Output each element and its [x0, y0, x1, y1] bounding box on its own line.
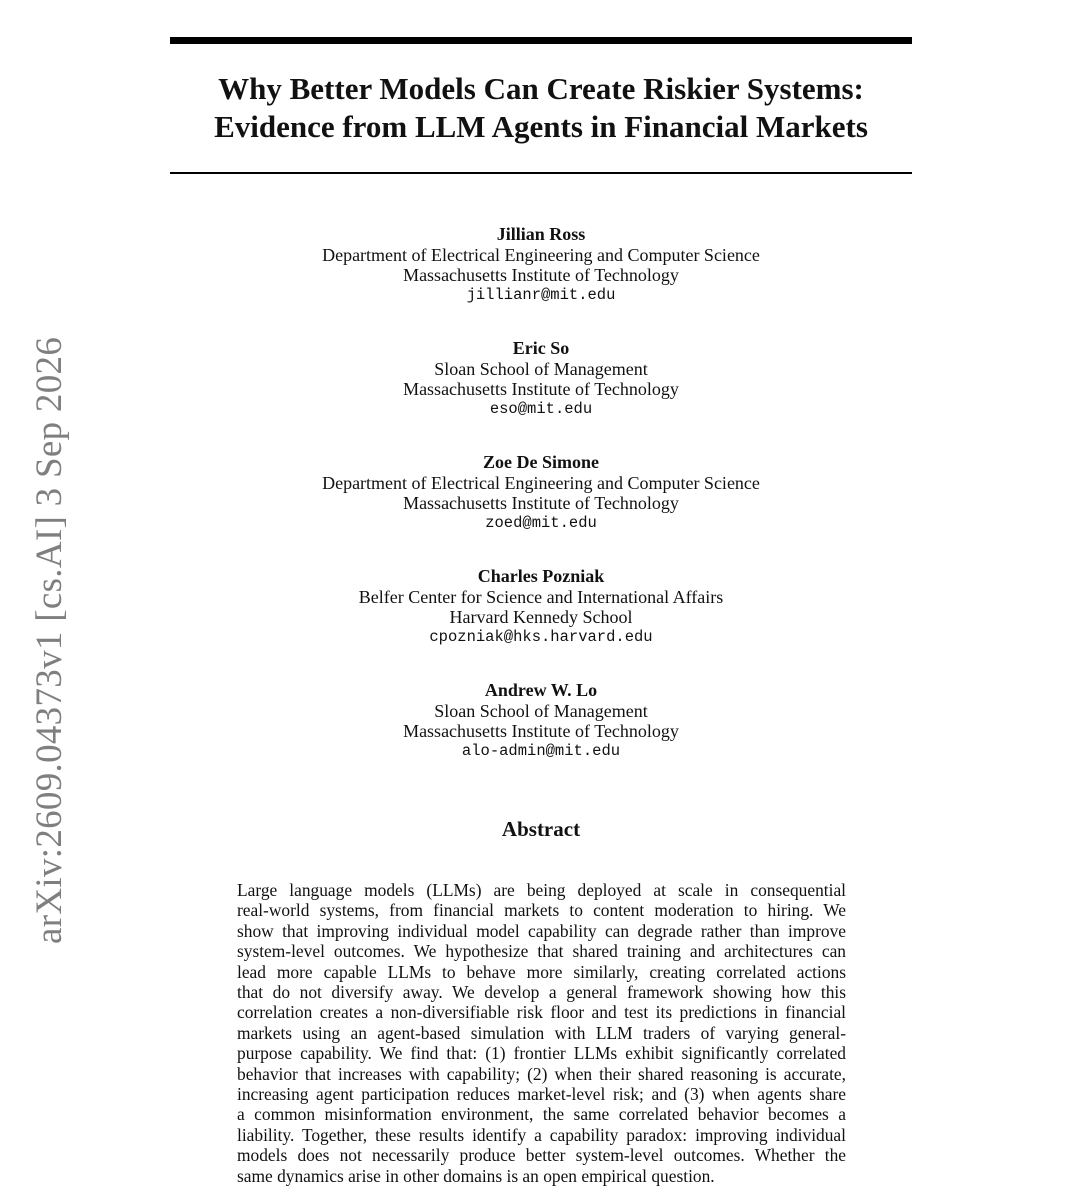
- author-email: eso@mit.edu: [489, 400, 593, 418]
- abstract-line: same dynamics arise in other domains is an open empirical question.: [237, 1165, 715, 1186]
- author-affiliation-institution: Massachusetts Institute of Technology: [403, 721, 679, 741]
- author-entry: [170, 338, 912, 452]
- author-affiliation-institution: Harvard Kennedy School: [449, 607, 633, 627]
- author-email: cpozniak@hks.harvard.edu: [429, 628, 653, 646]
- abstract-line: a common misinformation environment, the same correlated behavior becomes a: [237, 1104, 846, 1125]
- author-name: Jillian Ross: [496, 224, 586, 244]
- abstract-line: liability. Together, these results identify a capability paradox: improving individual: [237, 1124, 846, 1145]
- abstract-line: real-world systems, from financial markets to content moderation to hiring. We: [237, 900, 846, 921]
- author-affiliation-department: Department of Electrical Engineering and Computer Science: [322, 473, 760, 493]
- abstract-body: [237, 880, 846, 1186]
- paper-title-line-1: Why Better Models Can Create Riskier Systems:: [218, 71, 864, 106]
- author-name: Eric So: [512, 338, 570, 358]
- author-affiliation-institution: Massachusetts Institute of Technology: [403, 493, 679, 513]
- author-entry: [170, 680, 912, 794]
- author-email: alo-admin@mit.edu: [461, 742, 621, 760]
- author-affiliation-institution: Massachusetts Institute of Technology: [403, 379, 679, 399]
- abstract-line: purpose capability. We find that: (1) frontier LLMs exhibit significantly correlated: [237, 1043, 846, 1064]
- author-affiliation-department: Belfer Center for Science and International Affairs: [358, 587, 724, 607]
- arxiv-identifier-stamp: arXiv:2609.04373v1 [cs.AI] 3 Sep 2026: [29, 336, 70, 944]
- title-bottom-rule: [170, 172, 912, 174]
- abstract-line: markets using an agent-based simulation with LLM traders of varying general-: [237, 1022, 846, 1043]
- abstract-line: behavior that increases with capability; (2) when their shared reasoning is accurate,: [237, 1063, 846, 1084]
- paper-title: [170, 70, 912, 146]
- title-top-rule: [170, 37, 912, 44]
- author-email: zoed@mit.edu: [485, 514, 597, 532]
- abstract-line: Large language models (LLMs) are being deployed at scale in consequential: [237, 880, 846, 900]
- abstract-line: system-level outcomes. We hypothesize that shared training and architectures can: [237, 941, 846, 962]
- author-name: Zoe De Simone: [483, 452, 599, 472]
- abstract-line: show that improving individual model capability can degrade rather than improve: [237, 920, 846, 941]
- author-affiliation-institution: Massachusetts Institute of Technology: [403, 265, 679, 285]
- author-affiliation-department: Sloan School of Management: [434, 701, 648, 721]
- author-name: Charles Pozniak: [477, 566, 605, 586]
- paper-title-line-2: Evidence from LLM Agents in Financial Markets: [214, 109, 868, 144]
- author-block: [170, 224, 912, 794]
- author-entry: [170, 566, 912, 680]
- abstract-line: lead more capable LLMs to behave more similarly, creating correlated actions: [237, 961, 846, 982]
- abstract-line: correlation creates a non-diversifiable risk floor and test its predictions in financial: [237, 1002, 846, 1023]
- abstract-line: increasing agent participation reduces market-level risk; and (3) when agents share: [237, 1084, 846, 1105]
- abstract-line: that do not diversify away. We develop a general framework showing how this: [237, 982, 846, 1003]
- author-name: Andrew W. Lo: [484, 680, 598, 700]
- author-entry: [170, 224, 912, 338]
- abstract-heading: Abstract: [501, 817, 581, 841]
- author-affiliation-department: Sloan School of Management: [434, 359, 648, 379]
- author-email: jillianr@mit.edu: [466, 286, 616, 304]
- author-entry: [170, 452, 912, 566]
- author-affiliation-department: Department of Electrical Engineering and Computer Science: [322, 245, 760, 265]
- abstract-line: models does not necessarily produce better system-level outcomes. Whether the: [237, 1145, 846, 1166]
